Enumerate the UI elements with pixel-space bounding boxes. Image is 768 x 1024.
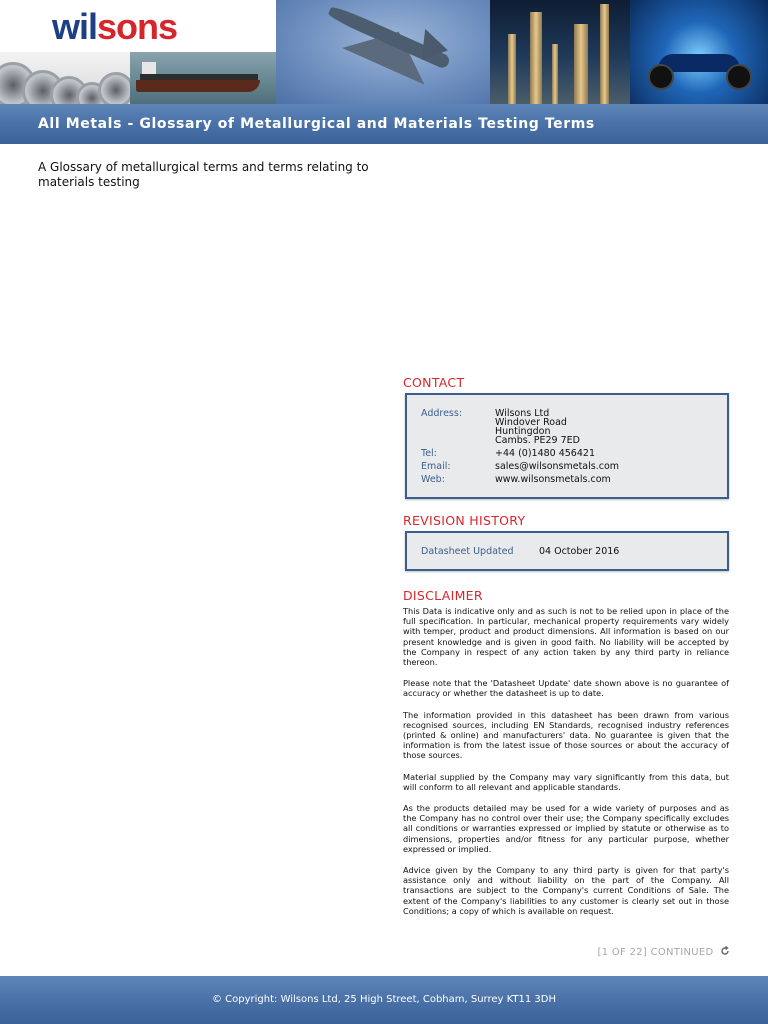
- address-line-1: Wilsons Ltd: [495, 408, 550, 419]
- address-line-2: Windover Road: [495, 417, 567, 428]
- wilsons-logo[interactable]: [52, 6, 177, 48]
- email-link[interactable]: sales@wilsonsmetals.com: [495, 461, 620, 472]
- steel-pipes-image: [0, 52, 130, 104]
- address-line-4: Cambs. PE29 7ED: [495, 435, 580, 446]
- email-label: Email:: [421, 461, 451, 472]
- page-title: All Metals - Glossary of Metallurgical and Materials Testing Terms: [38, 116, 595, 132]
- revision-date: 04 October 2016: [539, 546, 620, 557]
- refinery-image: [490, 0, 630, 104]
- web-link[interactable]: www.wilsonsmetals.com: [495, 474, 611, 485]
- contact-box: [405, 393, 729, 499]
- intro-text: A Glossary of metallurgical terms and terms relating to materials testing: [38, 160, 369, 189]
- logo-text-part2: sons: [97, 6, 178, 47]
- logo-text-part1: wil: [52, 6, 98, 47]
- disclaimer-paragraph: Material supplied by the Company may vary significantly from this data, but will conform to all relevant and applicable standards.: [403, 771, 729, 792]
- disclaimer-paragraph: Please note that the 'Datasheet Update' date shown above is no guarantee of accuracy or whether the datasheet is up to date.: [403, 678, 729, 699]
- pagination-text: [1 OF 22] CONTINUED: [597, 947, 714, 958]
- web-label: Web:: [421, 474, 445, 485]
- race-car-image: [630, 0, 768, 104]
- disclaimer-heading: DISCLAIMER: [403, 588, 483, 603]
- fighter-jet-image: [276, 0, 490, 104]
- tel-label: Tel:: [421, 448, 437, 459]
- disclaimer-paragraph: As the products detailed may be used for a wide variety of purposes and as the Company has no control over their use; the Company specifically excludes all conditions or warranties expressed or implied by statute or otherwise as to dimensions, properties and/or fitness for any particular purpose, whether expressed or implied.: [403, 803, 729, 854]
- copyright-text: © Copyright: Wilsons Ltd, 25 High Street, Cobham, Surrey KT11 3DH: [211, 994, 557, 1005]
- continue-arrow-icon: [720, 946, 730, 956]
- logo-area: [0, 0, 276, 52]
- disclaimer-paragraph: This Data is indicative only and as such is not to be relied upon in place of the full specification. In particular, mechanical property requirements vary widely with temper, product and product dimensions. All information is based on our present knowledge and is given in good faith. No liability will be accepted by the Company in respect of any action taken by any third party in reliance thereon.: [403, 606, 729, 668]
- revision-heading: REVISION HISTORY: [403, 513, 526, 528]
- disclaimer-paragraph: The information provided in this datasheet has been drawn from various recognised sources, including EN Standards, recognised industry references (printed & online) and manufacturers' data. No guarantee is given that the information is from the latest issue of those sources or about the accuracy of those sources.: [403, 709, 729, 761]
- contact-heading: CONTACT: [403, 375, 465, 390]
- address-line-3: Huntingdon: [495, 426, 551, 437]
- address-label: Address:: [421, 408, 463, 419]
- tel-value[interactable]: +44 (0)1480 456421: [495, 448, 595, 459]
- cargo-ship-image: [130, 52, 276, 104]
- revision-label: Datasheet Updated: [421, 546, 514, 557]
- pagination-continued[interactable]: [598, 946, 730, 958]
- footer-bar: [0, 976, 768, 1024]
- title-bar: [0, 104, 768, 144]
- revision-box: [405, 531, 729, 571]
- disclaimer-text: [403, 606, 729, 927]
- disclaimer-paragraph: Advice given by the Company to any third party is given for that party's assistance only and without liability on the part of the Company. All transactions are subject to the Company's current Conditions of Sale. The extent of the Company's liabilities to any customer is clearly set out in those Conditions; a copy of which is available on request.: [403, 865, 729, 916]
- header-banner: [0, 0, 768, 104]
